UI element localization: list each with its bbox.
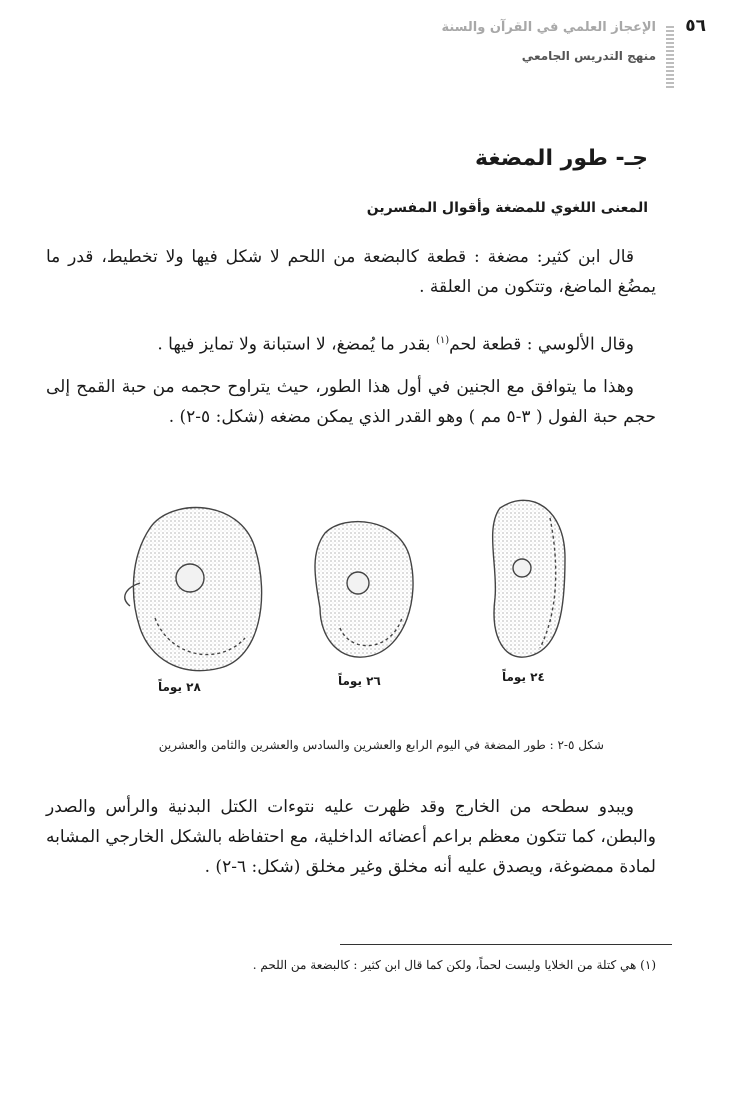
page-number: ٥٦ bbox=[685, 16, 706, 36]
alusi-text-end: بقدر ما يُمضغ، لا استبانة ولا تمايز فيها . bbox=[157, 334, 436, 355]
embryo-24-days-label: ٢٤ يوماً bbox=[502, 670, 545, 684]
paragraph-embryo-size: وهذا ما يتوافق مع الجنين في أول هذا الطور، حيث يتراوح حجمه من حبة القمح إلى حجم حبة الفول ( ٣-٥ مم ) وهو القدر الذي يمكن مضغه (شكل: ٥-٢) . bbox=[46, 377, 656, 427]
section-title: جـ- طور المضغة bbox=[475, 146, 648, 171]
book-title: الإعجاز العلمي في القرآن والسنة bbox=[441, 20, 656, 35]
running-header bbox=[296, 20, 656, 63]
embryo-26-days-image bbox=[315, 522, 413, 658]
footnote: (١) هي كتلة من الخلايا وليست لحماً، ولكن كما قال ابن كثير : كالبضعة من اللحم . bbox=[252, 958, 656, 972]
header-ornament-bar bbox=[666, 26, 674, 90]
alusi-text-start: وقال الألوسي : قطعة لحم bbox=[449, 334, 634, 355]
embryo-28-days-image bbox=[125, 508, 262, 671]
paragraph-alusi bbox=[46, 326, 656, 360]
embryo-26-days-label: ٢٦ يوماً bbox=[338, 674, 381, 688]
series-title: منهج التدريس الجامعي bbox=[521, 49, 656, 63]
embryo-28-days-label: ٢٨ يوماً bbox=[158, 680, 201, 694]
footnote-separator bbox=[340, 944, 672, 945]
embryo-illustrations bbox=[110, 488, 610, 698]
figure-caption: شكل ٥-٢ : طور المضغة في اليوم الرابع والعشرين والسادس والعشرين والثامن والعشرين bbox=[158, 738, 604, 752]
paragraph-external-surface: ويبدو سطحه من الخارج وقد ظهرت عليه نتوءات الكتل البدنية والرأس والصدر والبطن، كما تتكون معظم براعم أعضائه الداخلية، مع احتفاظه بالشكل الخارجي المشابه لمادة ممضوغة، ويصدق عليه أنه مخلق وغير مخلق (شكل: ٦-٢) . bbox=[46, 797, 656, 877]
embryo-figure bbox=[110, 488, 610, 698]
footnote-reference: (١) bbox=[435, 335, 450, 346]
embryo-24-days-image bbox=[493, 500, 565, 657]
paragraph-ibn-kathir: قال ابن كثير: مضغة : قطعة كالبضعة من اللحم لا شكل فيها ولا تخطيط، قدر ما يمضُغ الماضغ، وتتكون من العلقة . bbox=[46, 247, 656, 297]
section-subtitle: المعنى اللغوي للمضغة وأقوال المفسرين bbox=[366, 200, 648, 216]
